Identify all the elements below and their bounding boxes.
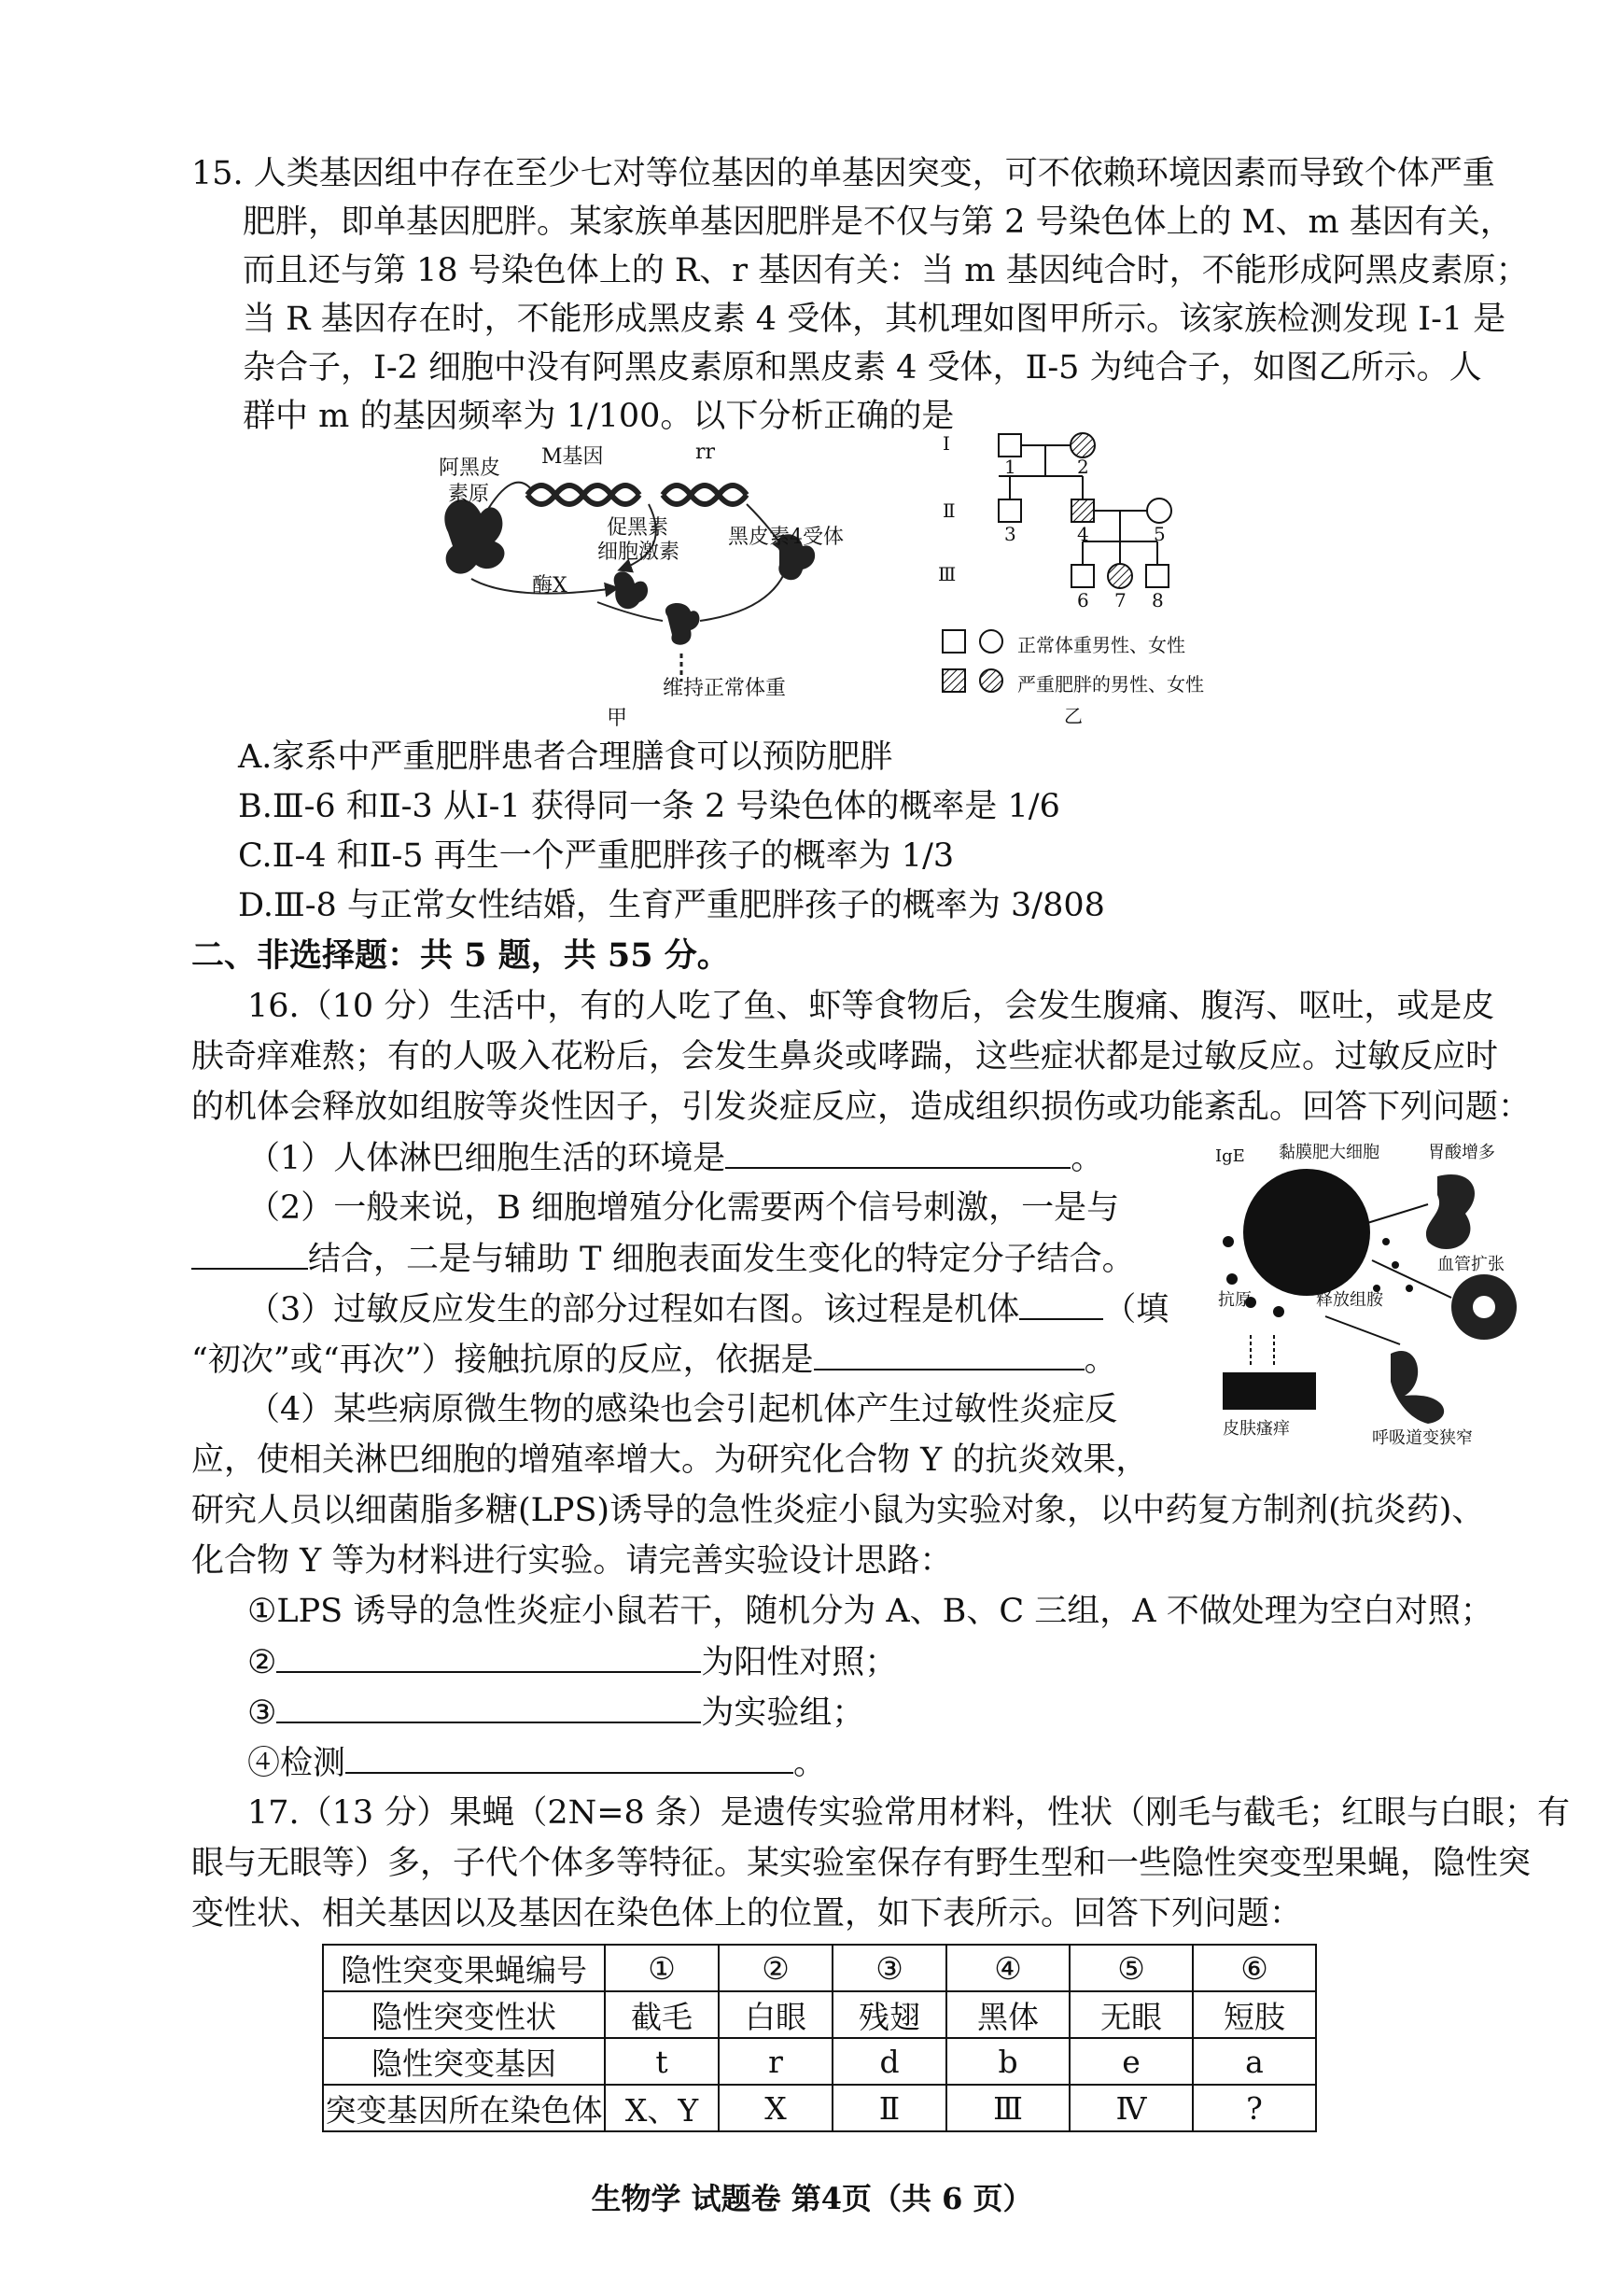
figure-yi-caption: 乙 — [1064, 705, 1083, 727]
q16-part-2b: 结合，二是与辅助 T 细胞表面发生变化的特定分子结合。 — [191, 1234, 1135, 1284]
pedigree-II-4 — [1071, 499, 1094, 522]
mast-cell-shape — [1243, 1169, 1370, 1296]
q17-intro-2: 眼与无眼等）多，子代个体多等特征。某实验室保存有野生型和一些隐性突变型果蝇，隐性突 — [191, 1845, 1532, 1882]
airway-shape — [1391, 1351, 1444, 1424]
label-vessel: 血管扩张 — [1437, 1255, 1505, 1274]
gen-label-II: Ⅱ — [943, 499, 956, 522]
q16-part-1: （1）人体淋巴细胞生活的环境是 。 — [247, 1133, 1103, 1183]
q17-intro-3: 变性状、相关基因以及基因在染色体上的位置，如下表所示。回答下列问题： — [191, 1895, 1303, 1933]
skin-shape — [1223, 1372, 1316, 1410]
q16-step-3: ③ 为实验组； — [247, 1688, 864, 1737]
q16-step-4: ④检测 。 — [247, 1738, 826, 1788]
num-6: 6 — [1077, 589, 1089, 611]
q16-intro-3: 的机体会释放如组胺等炎性因子，引发炎症反应，造成组织损伤或功能紊乱。回答下列问题： — [191, 1089, 1532, 1126]
num-2: 2 — [1077, 456, 1089, 478]
q15-option-a: A.家系中严重肥胖患者合理膳食可以预防肥胖 — [238, 738, 893, 776]
answer-blank-3[interactable] — [1019, 1285, 1103, 1320]
figure-jia-caption: 甲 — [607, 707, 628, 730]
label-skin: 皮肤瘙痒 — [1223, 1419, 1290, 1439]
q16-intro-2: 肤奇痒难熬；有的人吸入花粉后，会发生鼻炎或哮踹，这些症状都是过敏反应。过敏反应时 — [191, 1038, 1499, 1075]
label-rr: rr — [695, 441, 716, 464]
pedigree-III-8 — [1146, 565, 1169, 587]
label-histamine: 释放组胺 — [1316, 1290, 1383, 1310]
answer-blank-7[interactable] — [345, 1738, 793, 1774]
num-1: 1 — [1004, 456, 1016, 478]
q16-part-2a: （2）一般来说，B 细胞增殖分化需要两个信号刺激，一是与 — [247, 1189, 1120, 1227]
gen-label-I: Ⅰ — [943, 432, 950, 455]
label-msh-2: 细胞激素 — [597, 541, 680, 564]
q16-part-3a: （3）过敏反应发生的部分过程如右图。该过程是机体 （填 — [247, 1285, 1169, 1334]
q16-part-4-4: 化合物 Y 等为材料进行实验。请完善实验设计思路： — [191, 1542, 953, 1580]
label-msh-1: 促黑素 — [607, 516, 669, 540]
pro-opiomelanocortin-shape — [444, 499, 504, 573]
legend-normal-female — [980, 630, 1002, 653]
table-row: 突变基因所在染色体 X、Y X Ⅱ Ⅲ Ⅳ ? — [323, 2085, 1316, 2131]
legend-normal-text: 正常体重男性、女性 — [1017, 634, 1185, 656]
pedigree-I-2 — [1071, 433, 1095, 457]
label-airway: 呼吸道变狭窄 — [1372, 1428, 1473, 1448]
figure-yi — [924, 425, 1316, 733]
q16-part-4-2: 应，使相关淋巴细胞的增殖率增大。为研究化合物 Y 的抗炎效果， — [191, 1441, 1149, 1479]
page-footer: 生物学 试题卷 第4页（共 6 页） — [591, 2181, 1033, 2216]
pedigree-II-5 — [1147, 499, 1171, 523]
table-row: 隐性突变果蝇编号 ① ② ③ ④ ⑤ ⑥ — [323, 1945, 1316, 1991]
legend-normal-male — [943, 630, 965, 653]
label-ige: IgE — [1215, 1146, 1245, 1166]
q15-line-1: 15. 人类基因组中存在至少七对等位基因的单基因突变，可不依赖环境因素而导致个体严重 — [191, 155, 1495, 192]
answer-blank-6[interactable] — [276, 1688, 701, 1723]
label-pomc-2: 素原 — [448, 483, 490, 506]
answer-blank-1[interactable] — [725, 1133, 1071, 1169]
label-m-gene: M基因 — [541, 445, 604, 469]
q15-option-b: B.Ⅲ-6 和Ⅱ-3 从Ⅰ-1 获得同一条 2 号染色体的概率是 1/6 — [238, 788, 1060, 825]
q15-option-d: D.Ⅲ-8 与正常女性结婚，生育严重肥胖孩子的概率为 3/808 — [238, 887, 1105, 924]
label-normal-weight: 维持正常体重 — [663, 677, 787, 700]
q15-line-4: 当 R 基因存在时，不能形成黑皮素 4 受体，其机理如图甲所示。该家族检测发现 Ⅰ-1 是 — [243, 301, 1506, 338]
q16-intro-1: 16.（10 分）生活中，有的人吃了鱼、虾等食物后，会发生腹痛、腹泻、呕吐，或是皮 — [247, 988, 1495, 1025]
label-enzyme-x: 酶X — [532, 574, 567, 597]
num-5: 5 — [1154, 523, 1166, 545]
figure-jia — [429, 439, 915, 728]
label-mc4r: 黑皮素4受体 — [728, 526, 844, 549]
q15-line-2: 肥胖，即单基因肥胖。某家族单基因肥胖是不仅与第 2 号染色体上的 M、m 基因有关， — [243, 204, 1513, 241]
pedigree-III-6 — [1071, 565, 1094, 587]
answer-blank-4[interactable] — [814, 1335, 1085, 1370]
label-antigen: 抗原 — [1218, 1290, 1252, 1310]
pedigree-II-3 — [999, 499, 1021, 522]
table-row: 隐性突变性状 截毛 白眼 残翅 黑体 无眼 短肢 — [323, 1991, 1316, 2038]
pedigree-III-7 — [1108, 564, 1132, 588]
num-8: 8 — [1152, 589, 1164, 611]
q16-step-2: ② 为阳性对照； — [247, 1637, 897, 1687]
q16-step-1: ①LPS 诱导的急性炎症小鼠若干，随机分为 A、B、C 三组，A 不做处理为空白对照； — [247, 1593, 1493, 1630]
num-7: 7 — [1114, 589, 1127, 611]
allergy-figure — [1204, 1139, 1521, 1447]
q16-part-3b: “初次”或“再次”）接触抗原的反应，依据是 。 — [191, 1335, 1117, 1384]
q17-intro-1: 17.（13 分）果蝇（2N=8 条）是遗传实验常用材料，性状（刚毛与截毛；红眼与白眼；有 — [247, 1794, 1570, 1832]
gen-label-III: Ⅲ — [938, 563, 957, 585]
label-pomc-1: 阿黑皮 — [439, 457, 501, 480]
mutation-table — [322, 1944, 1317, 2132]
pedigree-I-1 — [999, 434, 1021, 457]
num-3: 3 — [1004, 523, 1016, 545]
answer-blank-5[interactable] — [276, 1637, 701, 1673]
legend-obese-text: 严重肥胖的男性、女性 — [1017, 673, 1204, 696]
label-mast-cell: 黏膜肥大细胞 — [1279, 1143, 1379, 1162]
q16-part-4-3: 研究人员以细菌脂多糖(LPS)诱导的急性炎症小鼠为实验对象，以中药复方制剂(抗炎药)、 — [191, 1492, 1485, 1529]
legend-obese-female — [980, 669, 1002, 692]
q15-line-5: 杂合子，Ⅰ-2 细胞中没有阿黑皮素原和黑皮素 4 受体，Ⅱ-5 为纯合子，如图乙所示。人 — [243, 349, 1482, 387]
q15-line-3: 而且还与第 18 号染色体上的 R、r 基因有关：当 m 基因纯合时，不能形成阿黑皮素原； — [243, 252, 1529, 289]
answer-blank-2[interactable] — [191, 1234, 308, 1270]
q15-option-c: C.Ⅱ-4 和Ⅱ-5 再生一个严重肥胖孩子的概率为 1/3 — [238, 837, 955, 875]
q15-line-6: 群中 m 的基因频率为 1/100。以下分析正确的是 — [243, 398, 955, 435]
table-row: 隐性突变基因 t r d b e a — [323, 2038, 1316, 2085]
num-4: 4 — [1077, 523, 1089, 545]
section-2-heading: 二、非选择题：共 5 题，共 55 分。 — [191, 936, 730, 975]
label-stomach: 胃酸增多 — [1428, 1143, 1495, 1162]
stomach-shape — [1426, 1174, 1475, 1249]
legend-obese-male — [943, 669, 965, 692]
q16-part-4-1: （4）某些病原微生物的感染也会引起机体产生过敏性炎症反 — [247, 1391, 1118, 1428]
